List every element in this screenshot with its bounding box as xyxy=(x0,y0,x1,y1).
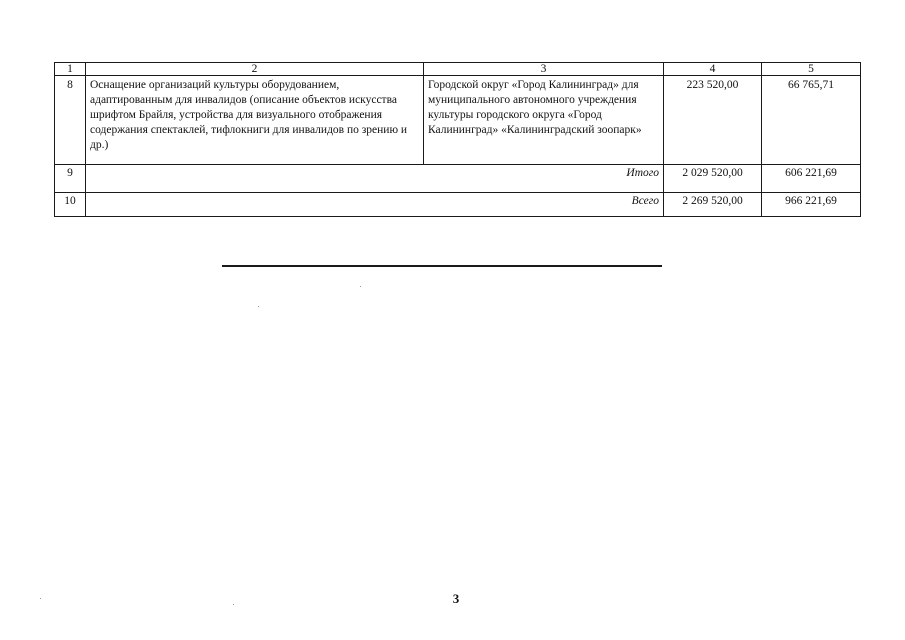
total-amount-col4: 2 269 520,00 xyxy=(664,193,762,217)
horizontal-rule xyxy=(222,265,662,267)
column-header-4: 4 xyxy=(664,63,762,76)
table-row xyxy=(55,76,861,165)
subtotal-amount-col4: 2 029 520,00 xyxy=(664,165,762,193)
column-header-2: 2 xyxy=(86,63,424,76)
table-row-total xyxy=(55,193,861,217)
row-amount-col4: 223 520,00 xyxy=(664,76,762,165)
row-number: 8 xyxy=(55,76,86,165)
table-row-subtotal xyxy=(55,165,861,193)
row-description: Оснащение организаций культуры оборудованием, адаптированным для инвалидов (описание объектов искусства шрифтом Брайля, устройства для визуального отображения содержания спектаклей, тифлокниги для инвалидов по зрению и др.) xyxy=(86,76,424,165)
subtotal-label: Итого xyxy=(86,165,664,193)
total-amount-col5: 966 221,69 xyxy=(762,193,861,217)
column-header-1: 1 xyxy=(55,63,86,76)
scan-speck xyxy=(233,604,234,605)
row-number: 10 xyxy=(55,193,86,217)
table-header-row xyxy=(55,63,861,76)
row-amount-col5: 66 765,71 xyxy=(762,76,861,165)
row-recipient: Городской округ «Город Калининград» для муниципального автономного учреждения культуры городского округа «Город Калининград» «Калининградский зоопарк» xyxy=(424,76,664,165)
row-number: 9 xyxy=(55,165,86,193)
budget-table xyxy=(54,62,861,217)
scan-speck xyxy=(258,306,259,307)
subtotal-amount-col5: 606 221,69 xyxy=(762,165,861,193)
total-label: Всего xyxy=(86,193,664,217)
scan-speck xyxy=(40,598,41,599)
scan-speck xyxy=(360,286,361,287)
page-number: 3 xyxy=(452,591,460,606)
column-header-3: 3 xyxy=(424,63,664,76)
column-header-5: 5 xyxy=(762,63,861,76)
